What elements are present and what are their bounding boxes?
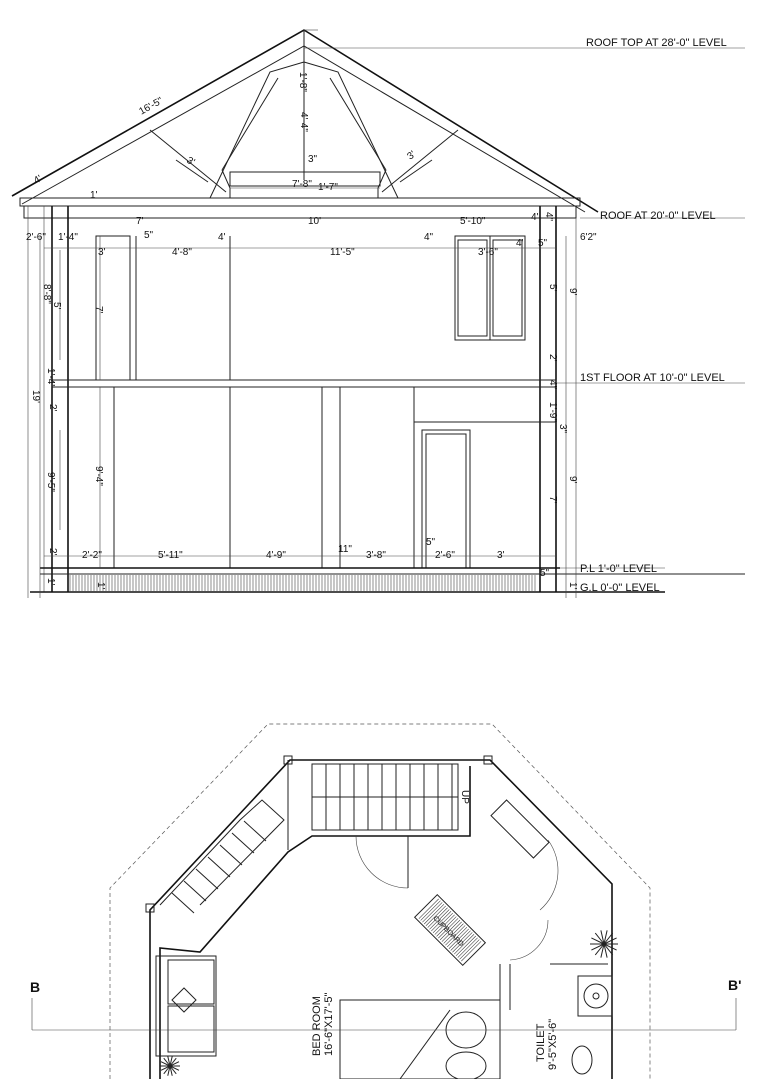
level-first-floor: 1ST FLOOR AT 10'-0" LEVEL bbox=[580, 372, 725, 384]
plant-icon bbox=[160, 1056, 180, 1075]
bed bbox=[340, 1000, 500, 1079]
toilet-name: TOILET bbox=[535, 1023, 547, 1062]
dim-top-4: 4' bbox=[218, 232, 226, 243]
dim-four-eave: 4' bbox=[32, 173, 44, 187]
wc bbox=[572, 1046, 592, 1074]
dim-lantern-sub: 1'-7" bbox=[318, 182, 338, 193]
dim-left-1b: 1' bbox=[95, 582, 106, 590]
stair-up-label: UP bbox=[459, 790, 470, 804]
plant-icon bbox=[590, 930, 618, 957]
dim-right-9: 9' bbox=[567, 288, 578, 296]
dim-left-1-4: 1'-4" bbox=[58, 232, 78, 243]
dim-mid-4-8: 4'-8" bbox=[172, 247, 192, 258]
dim-right-3-6: 3'-6" bbox=[478, 247, 498, 258]
dim-bot-2-2: 2'-2" bbox=[82, 550, 102, 561]
dim-roof-slope: 16'-5" bbox=[137, 95, 165, 118]
dim-total-19: 19' bbox=[30, 390, 41, 404]
cupboard-label: CUPBOARD bbox=[431, 915, 465, 949]
dim-three-a: 3' bbox=[184, 155, 197, 169]
dim-top-4a: 4' bbox=[531, 212, 539, 223]
dim-left-1: 1' bbox=[45, 578, 56, 586]
dim-three-c: 3" bbox=[308, 154, 318, 165]
dim-bot-4-9: 4'-9" bbox=[266, 550, 286, 561]
section-marker-b: B bbox=[30, 979, 41, 995]
dim-bot-5-11: 5'-11" bbox=[158, 550, 183, 561]
toilet-size: 9'-5"X5'-6" bbox=[547, 1018, 559, 1070]
dim-right-9b: 9' bbox=[567, 476, 578, 484]
dim-lantern-width: 7'-8" bbox=[292, 179, 312, 190]
dim-bot-5in: 5" bbox=[426, 537, 436, 548]
dim-top-5-10: 5'-10" bbox=[460, 216, 486, 227]
dim-right-1: 1' bbox=[567, 582, 578, 590]
dim-right-1-9: 1'-9" bbox=[547, 402, 558, 422]
dim-left-5: 5' bbox=[51, 302, 62, 310]
dim-left-3: 3' bbox=[98, 247, 106, 258]
dim-top-5in: 5" bbox=[144, 230, 154, 241]
roof-outline bbox=[110, 724, 650, 1079]
door-swing-1 bbox=[356, 836, 408, 888]
dim-ridge-height: 4'-4" bbox=[298, 112, 309, 132]
dim-left-2: 2' bbox=[47, 404, 58, 412]
staircase bbox=[160, 764, 470, 913]
dim-top-4b: 4" bbox=[424, 232, 434, 243]
dim-left-2b: 2' bbox=[47, 548, 58, 556]
dim-three-b: 3' bbox=[405, 149, 418, 163]
dim-right-7: 7' bbox=[547, 496, 558, 504]
dim-left-2-6: 2'-6" bbox=[26, 232, 46, 243]
dim-right-4: 4' bbox=[516, 238, 524, 249]
level-ground: G.L 0'-0" LEVEL bbox=[580, 582, 660, 594]
level-roof: ROOF AT 20'-0" LEVEL bbox=[600, 210, 716, 222]
dim-one-eave: 1' bbox=[90, 190, 98, 201]
dim-right-5in: 5" bbox=[540, 568, 550, 579]
dim-right-6-2: 6'2" bbox=[580, 232, 597, 243]
room-name: BED ROOM bbox=[311, 996, 323, 1056]
dim-bot-3-8: 3'-8" bbox=[366, 550, 386, 561]
door-swing-2 bbox=[540, 840, 558, 910]
dim-left-9-5: 9'-5" bbox=[45, 472, 56, 492]
level-roof-top: ROOF TOP AT 28'-0" LEVEL bbox=[586, 37, 727, 49]
section-elevation bbox=[12, 30, 745, 598]
dim-ridge-top: 1'-8" bbox=[297, 72, 308, 92]
dim-right-4-ff: 4" bbox=[547, 380, 558, 390]
dim-right-4-eave: 4" bbox=[543, 212, 554, 222]
dim-top-7: 7' bbox=[136, 216, 144, 227]
dim-right-5b: 5' bbox=[547, 284, 558, 292]
floor-plan bbox=[30, 724, 741, 1079]
dim-left-1-4b: 1'-4" bbox=[45, 368, 56, 388]
section-marker-b-prime: B' bbox=[728, 977, 742, 993]
level-plinth: P.L 1'-0" LEVEL bbox=[580, 563, 657, 575]
ground-hatch bbox=[70, 575, 535, 591]
wash-basin bbox=[578, 976, 612, 1016]
cupboard bbox=[415, 895, 486, 966]
dim-left-9-4: 9'-4" bbox=[93, 466, 104, 486]
room-size: 16'-6"X17'-5" bbox=[323, 992, 335, 1056]
dim-right-2: 2' bbox=[547, 354, 558, 362]
dim-mid-11-5: 11'-5" bbox=[330, 247, 355, 258]
dim-top-10: 10' bbox=[308, 216, 322, 227]
dim-left-8-8: 8'-8" bbox=[41, 284, 52, 304]
dim-bot-11: 11" bbox=[338, 544, 352, 555]
dim-bot-3: 3' bbox=[497, 550, 505, 561]
dim-left-7: 7' bbox=[93, 306, 104, 314]
dim-bot-2-6: 2'-6" bbox=[435, 550, 455, 561]
dim-right-3in: 3" bbox=[557, 424, 568, 434]
dim-right-5: 5" bbox=[538, 238, 548, 249]
